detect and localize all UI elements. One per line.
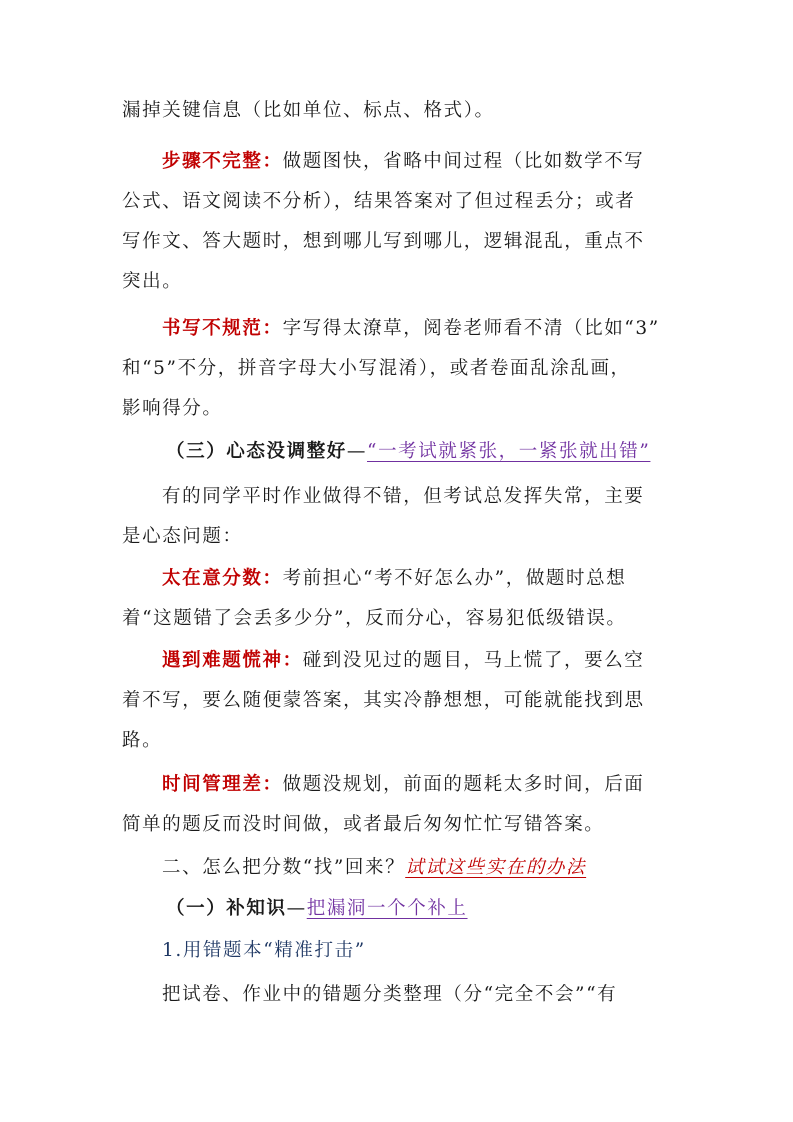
label-handwriting: 书写不规范： bbox=[162, 318, 283, 339]
score-care-paragraph: 太在意分数：考前担心“考不好怎么办”，做题时总想 bbox=[162, 568, 627, 589]
section-heading-knowledge: （一）补知识—把漏洞一个个补上 bbox=[166, 898, 468, 919]
paragraph-line: 简单的题反而没时间做，或者最后匆匆忙忙写错答案。 bbox=[122, 814, 605, 835]
section-heading-recover-score: 二、怎么把分数“找”回来？试试这些实在的办法 bbox=[162, 857, 587, 878]
label-time-management: 时间管理差： bbox=[162, 774, 283, 795]
time-management-paragraph: 时间管理差：做题没规划，前面的题耗太多时间，后面 bbox=[162, 774, 645, 795]
section-heading-mindset: （三）心态没调整好—“一考试就紧张，一紧张就出错” bbox=[166, 441, 651, 462]
paragraph-line: 漏掉关键信息（比如单位、标点、格式）。 bbox=[122, 100, 495, 121]
paragraph-line: 突出。 bbox=[122, 271, 183, 292]
paragraph-line: 是心态问题： bbox=[122, 526, 243, 547]
paragraph-line: 有的同学平时作业做得不错，但考试总发挥失常，主要 bbox=[162, 486, 645, 507]
paragraph-line: 影响得分。 bbox=[122, 398, 223, 419]
hard-question-paragraph: 遇到难题慌神：碰到没见过的题目，马上慌了，要么空 bbox=[162, 650, 645, 671]
label-steps-incomplete: 步骤不完整： bbox=[162, 151, 283, 172]
handwriting-paragraph: 书写不规范：字写得太潦草，阅卷老师看不清（比如“3” bbox=[162, 318, 660, 339]
paragraph-line: 着“这题错了会丢多少分”，反而分心，容易犯低级错误。 bbox=[122, 608, 627, 629]
paragraph-line: 着不写，要么随便蒙答案，其实冷静想想，可能就能找到思 bbox=[122, 690, 645, 711]
subheading-mistake-notebook: 1.用错题本“精准打击” bbox=[162, 940, 366, 961]
heading-link-methods[interactable]: 试试这些实在的办法 bbox=[405, 857, 587, 878]
paragraph-line: 和“5”不分，拼音字母大小写混淆），或者卷面乱涂乱画， bbox=[122, 358, 631, 379]
heading-link-mindset[interactable]: “一考试就紧张，一紧张就出错” bbox=[367, 441, 651, 462]
paragraph-line: 路。 bbox=[122, 730, 163, 751]
label-score-care: 太在意分数： bbox=[162, 568, 283, 589]
paragraph-line: 写作文、答大题时，想到哪儿写到哪儿，逻辑混乱，重点不 bbox=[122, 231, 645, 252]
paragraph-line: 把试卷、作业中的错题分类整理（分“完全不会”“有 bbox=[162, 984, 618, 1005]
paragraph-line: 公式、语文阅读不分析），结果答案对了但过程丢分；或者 bbox=[122, 191, 636, 212]
heading-link-knowledge[interactable]: 把漏洞一个个补上 bbox=[306, 898, 468, 919]
label-hard-question: 遇到难题慌神： bbox=[162, 650, 303, 671]
steps-incomplete-paragraph: 步骤不完整：做题图快，省略中间过程（比如数学不写 bbox=[162, 151, 645, 172]
